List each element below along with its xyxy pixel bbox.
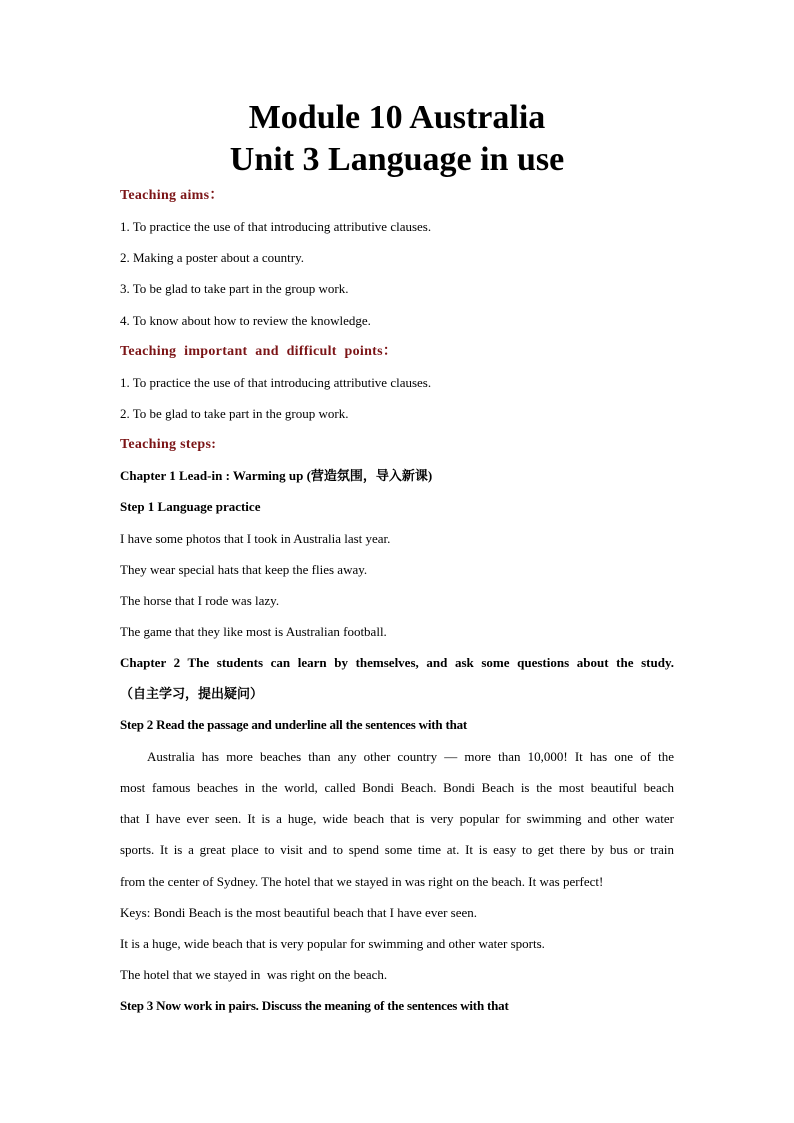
key-sentence: Keys: Bondi Beach is the most beautiful beach that I have ever seen.: [120, 905, 478, 920]
passage-line: from the center of Sydney. The hotel that we stayed in was right on the beach. It was perfect!: [120, 874, 604, 889]
points-heading: Teaching important and difficult points：: [120, 344, 398, 359]
key-sentence: The hotel that we stayed in was right on the beach.: [120, 967, 388, 982]
passage-line: most famous beaches in the world, called Bondi Beach. Bondi Beach is the most beautiful beach: [120, 780, 674, 795]
chapter2-heading: Chapter 2 The students can learn by themselves, and ask some questions about the study.: [120, 655, 674, 670]
step1-heading: Step 1 Language practice: [120, 499, 261, 514]
module-title: Module 10 Australia: [248, 99, 546, 136]
practice-sentence: The horse that I rode was lazy.: [120, 593, 280, 608]
chapter1-heading: Chapter 1 Lead-in : Warming up (营造氛围，导入新课): [120, 468, 433, 483]
passage-line: sports. It is a great place to visit and to spend some time at. It is easy to get there by bus or train: [120, 842, 674, 857]
chapter2-subheading: （自主学习，提出疑问）: [120, 686, 264, 701]
point-item: 1. To practice the use of that introducing attributive clauses.: [120, 375, 432, 390]
unit-title: Unit 3 Language in use: [229, 141, 565, 178]
passage-line: that I have ever seen. It is a huge, wide beach that is very popular for swimming and other water: [120, 811, 674, 826]
step2-heading: Step 2 Read the passage and underline all the sentences with that: [120, 717, 468, 732]
aim-item: 4. To know about how to review the knowledge.: [120, 313, 371, 328]
teaching-aims-heading: Teaching aims：: [120, 188, 224, 203]
passage-line: Australia has more beaches than any other country — more than 10,000! It has one of the: [147, 749, 674, 764]
point-item: 2. To be glad to take part in the group work.: [120, 406, 349, 421]
aim-item: 1. To practice the use of that introducing attributive clauses.: [120, 219, 432, 234]
practice-sentence: The game that they like most is Australian football.: [120, 624, 387, 639]
step3-heading: Step 3 Now work in pairs. Discuss the meaning of the sentences with that: [120, 998, 509, 1013]
aim-item: 3. To be glad to take part in the group work.: [120, 281, 349, 296]
teaching-steps-heading: Teaching steps:: [120, 437, 217, 452]
aim-item: 2. Making a poster about a country.: [120, 250, 304, 265]
key-sentence: It is a huge, wide beach that is very popular for swimming and other water sports.: [120, 936, 545, 951]
practice-sentence: I have some photos that I took in Australia last year.: [120, 531, 391, 546]
practice-sentence: They wear special hats that keep the flies away.: [120, 562, 368, 577]
